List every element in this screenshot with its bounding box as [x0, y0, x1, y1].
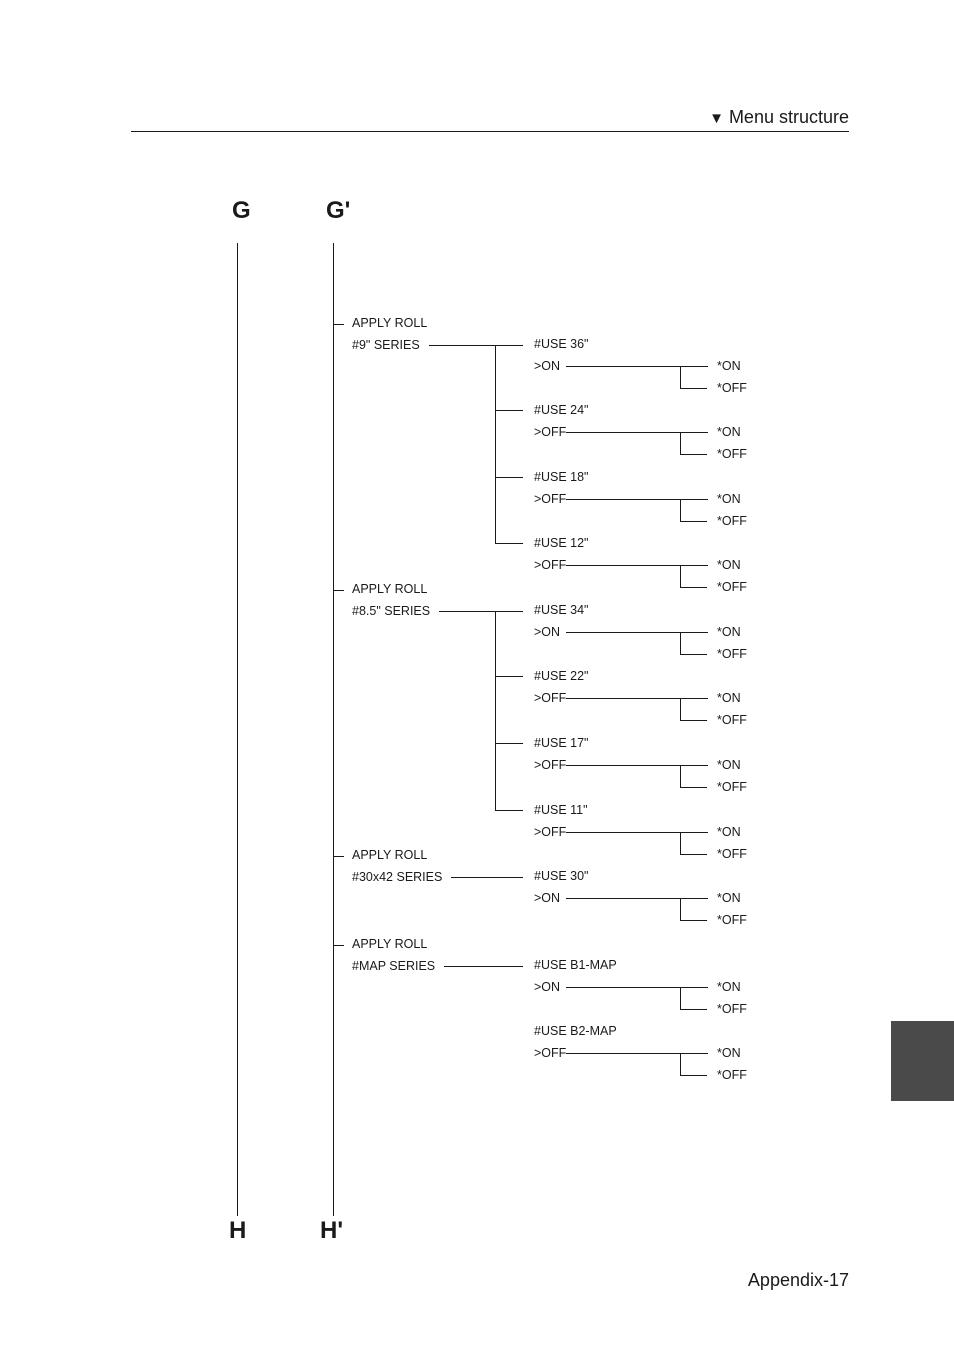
value-connector — [566, 499, 708, 500]
use-label: #USE 12" — [534, 536, 589, 550]
series-connector — [429, 345, 495, 346]
option-branch-stub — [680, 1075, 707, 1076]
value-label: >ON — [534, 980, 561, 994]
option-on: *ON — [717, 980, 741, 994]
option-off: *OFF — [717, 447, 747, 461]
option-on: *ON — [717, 1046, 741, 1060]
option-branch-stub — [680, 854, 707, 855]
trunk-branch — [495, 543, 523, 544]
option-branch — [680, 632, 681, 654]
trunk-branch — [495, 410, 523, 411]
use-label: #USE 34" — [534, 603, 589, 617]
value-connector — [566, 432, 708, 433]
use-label: #USE 22" — [534, 669, 589, 683]
section-tab — [891, 1021, 954, 1101]
option-on: *ON — [717, 425, 741, 439]
option-off: *OFF — [717, 713, 747, 727]
use-label: #USE B1-MAP — [534, 958, 617, 972]
apply-roll-label: APPLY ROLL — [352, 937, 428, 951]
flow-line-g — [237, 243, 238, 1216]
use-label: #USE 24" — [534, 403, 589, 417]
series-label: #8.5" SERIES — [352, 604, 431, 618]
value-label: >OFF — [534, 825, 567, 839]
triangle-down-icon: ▼ — [709, 110, 724, 127]
series-connector — [444, 966, 523, 967]
option-off: *OFF — [717, 647, 747, 661]
value-label: >OFF — [534, 758, 567, 772]
option-off: *OFF — [717, 780, 747, 794]
option-branch — [680, 432, 681, 454]
series-label: #9" SERIES — [352, 338, 420, 352]
page-header — [709, 107, 849, 128]
option-branch — [680, 765, 681, 787]
value-label: >OFF — [534, 691, 567, 705]
option-off: *OFF — [717, 580, 747, 594]
option-on: *ON — [717, 359, 741, 373]
option-branch — [680, 987, 681, 1009]
option-branch-stub — [680, 654, 707, 655]
value-connector — [566, 565, 708, 566]
option-branch-stub — [680, 1009, 707, 1010]
option-branch — [680, 832, 681, 854]
option-branch-stub — [680, 720, 707, 721]
use-label: #USE B2-MAP — [534, 1024, 617, 1038]
trunk-branch — [495, 676, 523, 677]
value-label: >ON — [534, 359, 561, 373]
group-tick — [334, 945, 344, 946]
use-label: #USE 36" — [534, 337, 589, 351]
option-on: *ON — [717, 691, 741, 705]
flow-line-g-prime — [333, 243, 334, 1216]
marker-h-prime: H' — [320, 1217, 344, 1244]
option-on: *ON — [717, 558, 741, 572]
option-branch-stub — [680, 454, 707, 455]
use-label: #USE 17" — [534, 736, 589, 750]
option-off: *OFF — [717, 514, 747, 528]
option-branch — [680, 698, 681, 720]
option-on: *ON — [717, 891, 741, 905]
trunk-branch — [495, 345, 523, 346]
apply-roll-label: APPLY ROLL — [352, 848, 428, 862]
option-off: *OFF — [717, 381, 747, 395]
header-rule — [131, 131, 849, 132]
value-connector — [566, 1053, 708, 1054]
option-branch — [680, 898, 681, 920]
apply-roll-label: APPLY ROLL — [352, 582, 428, 596]
marker-g-prime: G' — [326, 197, 351, 224]
option-off: *OFF — [717, 1002, 747, 1016]
trunk-branch — [495, 743, 523, 744]
option-branch-stub — [680, 388, 707, 389]
value-label: >OFF — [534, 492, 567, 506]
header-title: Menu structure — [728, 107, 849, 127]
option-off: *OFF — [717, 913, 747, 927]
trunk-branch — [495, 611, 523, 612]
value-connector — [566, 832, 708, 833]
series-connector — [439, 611, 495, 612]
value-label: >OFF — [534, 425, 567, 439]
value-connector — [566, 632, 708, 633]
option-on: *ON — [717, 492, 741, 506]
use-label: #USE 30" — [534, 869, 589, 883]
value-connector — [566, 765, 708, 766]
apply-roll-label: APPLY ROLL — [352, 316, 428, 330]
option-branch — [680, 366, 681, 388]
option-branch-stub — [680, 787, 707, 788]
series-connector — [451, 877, 523, 878]
use-label: #USE 11" — [534, 803, 588, 817]
option-on: *ON — [717, 758, 741, 772]
group-tick — [334, 324, 344, 325]
trunk-branch — [495, 810, 523, 811]
option-branch-stub — [680, 920, 707, 921]
value-connector — [566, 987, 708, 988]
value-connector — [566, 698, 708, 699]
option-off: *OFF — [717, 847, 747, 861]
value-connector — [566, 366, 708, 367]
trunk-branch — [495, 477, 523, 478]
marker-h: H — [229, 1217, 247, 1244]
option-on: *ON — [717, 625, 741, 639]
series-label: #MAP SERIES — [352, 959, 436, 973]
option-branch-stub — [680, 521, 707, 522]
option-branch-stub — [680, 587, 707, 588]
value-label: >OFF — [534, 1046, 567, 1060]
series-label: #30x42 SERIES — [352, 870, 443, 884]
option-branch — [680, 499, 681, 521]
group-tick — [334, 590, 344, 591]
series-trunk — [495, 611, 496, 810]
series-trunk — [495, 345, 496, 543]
page-number: Appendix-17 — [747, 1270, 849, 1290]
value-connector — [566, 898, 708, 899]
option-on: *ON — [717, 825, 741, 839]
option-branch — [680, 1053, 681, 1075]
option-branch — [680, 565, 681, 587]
value-label: >ON — [534, 891, 561, 905]
group-tick — [334, 856, 344, 857]
marker-g: G — [232, 197, 251, 224]
use-label: #USE 18" — [534, 470, 589, 484]
value-label: >OFF — [534, 558, 567, 572]
option-off: *OFF — [717, 1068, 747, 1082]
value-label: >ON — [534, 625, 561, 639]
